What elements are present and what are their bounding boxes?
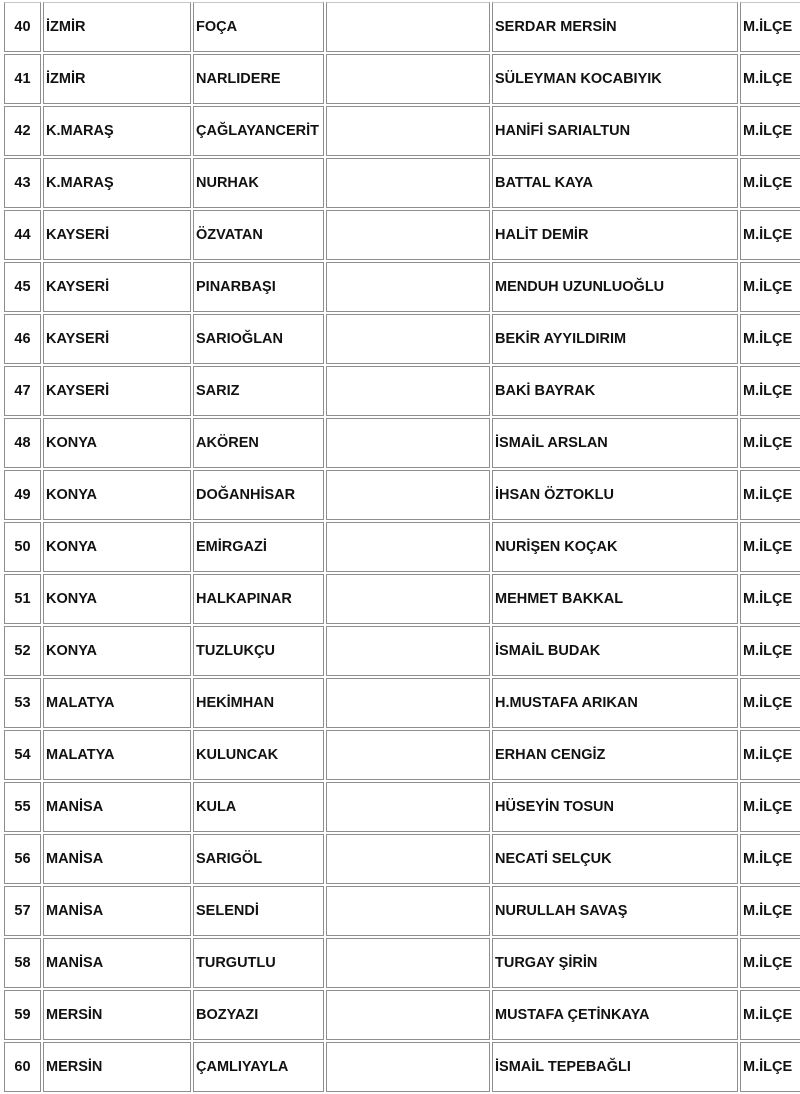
person-name-cell: MUSTAFA ÇETİNKAYA — [492, 990, 738, 1040]
municipality-type-cell: M.İLÇE — [740, 366, 800, 416]
city-cell: MALATYA — [43, 678, 191, 728]
table-row — [4, 366, 800, 416]
row-number-cell: 43 — [4, 158, 41, 208]
municipality-type-cell: M.İLÇE — [740, 2, 800, 52]
row-number-cell: 51 — [4, 574, 41, 624]
city-cell: MANİSA — [43, 782, 191, 832]
city-cell: KAYSERİ — [43, 210, 191, 260]
person-name-cell: TURGAY ŞİRİN — [492, 938, 738, 988]
table-row — [4, 574, 800, 624]
municipality-type-cell: M.İLÇE — [740, 574, 800, 624]
person-name-cell: HÜSEYİN TOSUN — [492, 782, 738, 832]
city-cell: MANİSA — [43, 834, 191, 884]
empty-cell — [326, 1042, 490, 1092]
person-name-cell: BEKİR AYYILDIRIM — [492, 314, 738, 364]
city-cell: KAYSERİ — [43, 314, 191, 364]
district-cell: ÇAĞLAYANCERİT — [193, 106, 324, 156]
district-cell: TURGUTLU — [193, 938, 324, 988]
person-name-cell: MENDUH UZUNLUOĞLU — [492, 262, 738, 312]
district-cell: HALKAPINAR — [193, 574, 324, 624]
empty-cell — [326, 678, 490, 728]
table-row — [4, 782, 800, 832]
empty-cell — [326, 314, 490, 364]
table-row — [4, 262, 800, 312]
city-cell: İZMİR — [43, 54, 191, 104]
city-cell: K.MARAŞ — [43, 106, 191, 156]
empty-cell — [326, 158, 490, 208]
table-row — [4, 730, 800, 780]
empty-cell — [326, 262, 490, 312]
row-number-cell: 49 — [4, 470, 41, 520]
district-cell: SARIOĞLAN — [193, 314, 324, 364]
person-name-cell: NURULLAH SAVAŞ — [492, 886, 738, 936]
empty-cell — [326, 106, 490, 156]
empty-cell — [326, 834, 490, 884]
person-name-cell: BAKİ BAYRAK — [492, 366, 738, 416]
table-row — [4, 678, 800, 728]
table-row — [4, 418, 800, 468]
empty-cell — [326, 522, 490, 572]
table-row — [4, 626, 800, 676]
row-number-cell: 60 — [4, 1042, 41, 1092]
empty-cell — [326, 938, 490, 988]
municipality-type-cell: M.İLÇE — [740, 262, 800, 312]
empty-cell — [326, 626, 490, 676]
city-cell: KAYSERİ — [43, 262, 191, 312]
municipality-type-cell: M.İLÇE — [740, 54, 800, 104]
empty-cell — [326, 210, 490, 260]
municipality-type-cell: M.İLÇE — [740, 470, 800, 520]
empty-cell — [326, 730, 490, 780]
row-number-cell: 55 — [4, 782, 41, 832]
row-number-cell: 50 — [4, 522, 41, 572]
municipality-type-cell: M.İLÇE — [740, 210, 800, 260]
row-number-cell: 40 — [4, 2, 41, 52]
person-name-cell: NURİŞEN KOÇAK — [492, 522, 738, 572]
row-number-cell: 54 — [4, 730, 41, 780]
city-cell: MANİSA — [43, 886, 191, 936]
table-row — [4, 54, 800, 104]
row-number-cell: 57 — [4, 886, 41, 936]
empty-cell — [326, 990, 490, 1040]
district-cell: ÇAMLIYAYLA — [193, 1042, 324, 1092]
city-cell: MALATYA — [43, 730, 191, 780]
city-cell: MANİSA — [43, 938, 191, 988]
municipality-type-cell: M.İLÇE — [740, 886, 800, 936]
person-name-cell: NECATİ SELÇUK — [492, 834, 738, 884]
person-name-cell: SERDAR MERSİN — [492, 2, 738, 52]
municipality-type-cell: M.İLÇE — [740, 314, 800, 364]
municipality-type-cell: M.İLÇE — [740, 626, 800, 676]
row-number-cell: 52 — [4, 626, 41, 676]
empty-cell — [326, 886, 490, 936]
district-cell: ÖZVATAN — [193, 210, 324, 260]
district-cell: HEKİMHAN — [193, 678, 324, 728]
city-cell: KAYSERİ — [43, 366, 191, 416]
person-name-cell: HANİFİ SARIALTUN — [492, 106, 738, 156]
table-row — [4, 522, 800, 572]
row-number-cell: 48 — [4, 418, 41, 468]
person-name-cell: HALİT DEMİR — [492, 210, 738, 260]
person-name-cell: MEHMET BAKKAL — [492, 574, 738, 624]
district-cell: AKÖREN — [193, 418, 324, 468]
district-cell: SELENDİ — [193, 886, 324, 936]
results-table — [2, 0, 800, 1094]
municipality-type-cell: M.İLÇE — [740, 418, 800, 468]
city-cell: KONYA — [43, 522, 191, 572]
district-cell: KULA — [193, 782, 324, 832]
person-name-cell: BATTAL KAYA — [492, 158, 738, 208]
district-cell: TUZLUKÇU — [193, 626, 324, 676]
municipality-type-cell: M.İLÇE — [740, 782, 800, 832]
district-cell: EMİRGAZİ — [193, 522, 324, 572]
person-name-cell: ERHAN CENGİZ — [492, 730, 738, 780]
empty-cell — [326, 470, 490, 520]
municipality-type-cell: M.İLÇE — [740, 678, 800, 728]
municipality-type-cell: M.İLÇE — [740, 990, 800, 1040]
table-row — [4, 314, 800, 364]
row-number-cell: 59 — [4, 990, 41, 1040]
district-cell: NARLIDERE — [193, 54, 324, 104]
row-number-cell: 53 — [4, 678, 41, 728]
row-number-cell: 58 — [4, 938, 41, 988]
city-cell: K.MARAŞ — [43, 158, 191, 208]
person-name-cell: İHSAN ÖZTOKLU — [492, 470, 738, 520]
municipality-type-cell: M.İLÇE — [740, 730, 800, 780]
row-number-cell: 56 — [4, 834, 41, 884]
municipality-type-cell: M.İLÇE — [740, 106, 800, 156]
table-body — [4, 2, 800, 1092]
row-number-cell: 41 — [4, 54, 41, 104]
city-cell: KONYA — [43, 418, 191, 468]
table-row — [4, 990, 800, 1040]
city-cell: KONYA — [43, 574, 191, 624]
empty-cell — [326, 2, 490, 52]
table-row — [4, 470, 800, 520]
table-row — [4, 2, 800, 52]
city-cell: MERSİN — [43, 1042, 191, 1092]
person-name-cell: İSMAİL BUDAK — [492, 626, 738, 676]
table-row — [4, 158, 800, 208]
city-cell: MERSİN — [43, 990, 191, 1040]
person-name-cell: SÜLEYMAN KOCABIYIK — [492, 54, 738, 104]
row-number-cell: 47 — [4, 366, 41, 416]
municipality-type-cell: M.İLÇE — [740, 158, 800, 208]
municipality-type-cell: M.İLÇE — [740, 938, 800, 988]
empty-cell — [326, 574, 490, 624]
table-row — [4, 938, 800, 988]
city-cell: KONYA — [43, 626, 191, 676]
person-name-cell: İSMAİL ARSLAN — [492, 418, 738, 468]
table-row — [4, 886, 800, 936]
table-row — [4, 106, 800, 156]
row-number-cell: 44 — [4, 210, 41, 260]
row-number-cell: 46 — [4, 314, 41, 364]
empty-cell — [326, 782, 490, 832]
district-cell: KULUNCAK — [193, 730, 324, 780]
district-cell: PINARBAŞI — [193, 262, 324, 312]
city-cell: İZMİR — [43, 2, 191, 52]
city-cell: KONYA — [43, 470, 191, 520]
district-cell: NURHAK — [193, 158, 324, 208]
table-row — [4, 210, 800, 260]
district-cell: BOZYAZI — [193, 990, 324, 1040]
municipality-type-cell: M.İLÇE — [740, 1042, 800, 1092]
district-cell: DOĞANHİSAR — [193, 470, 324, 520]
table-row — [4, 834, 800, 884]
district-cell: SARIGÖL — [193, 834, 324, 884]
empty-cell — [326, 418, 490, 468]
table-row — [4, 1042, 800, 1092]
empty-cell — [326, 366, 490, 416]
district-cell: FOÇA — [193, 2, 324, 52]
person-name-cell: İSMAİL TEPEBAĞLI — [492, 1042, 738, 1092]
district-cell: SARIZ — [193, 366, 324, 416]
row-number-cell: 42 — [4, 106, 41, 156]
empty-cell — [326, 54, 490, 104]
person-name-cell: H.MUSTAFA ARIKAN — [492, 678, 738, 728]
municipality-type-cell: M.İLÇE — [740, 522, 800, 572]
row-number-cell: 45 — [4, 262, 41, 312]
municipality-type-cell: M.İLÇE — [740, 834, 800, 884]
